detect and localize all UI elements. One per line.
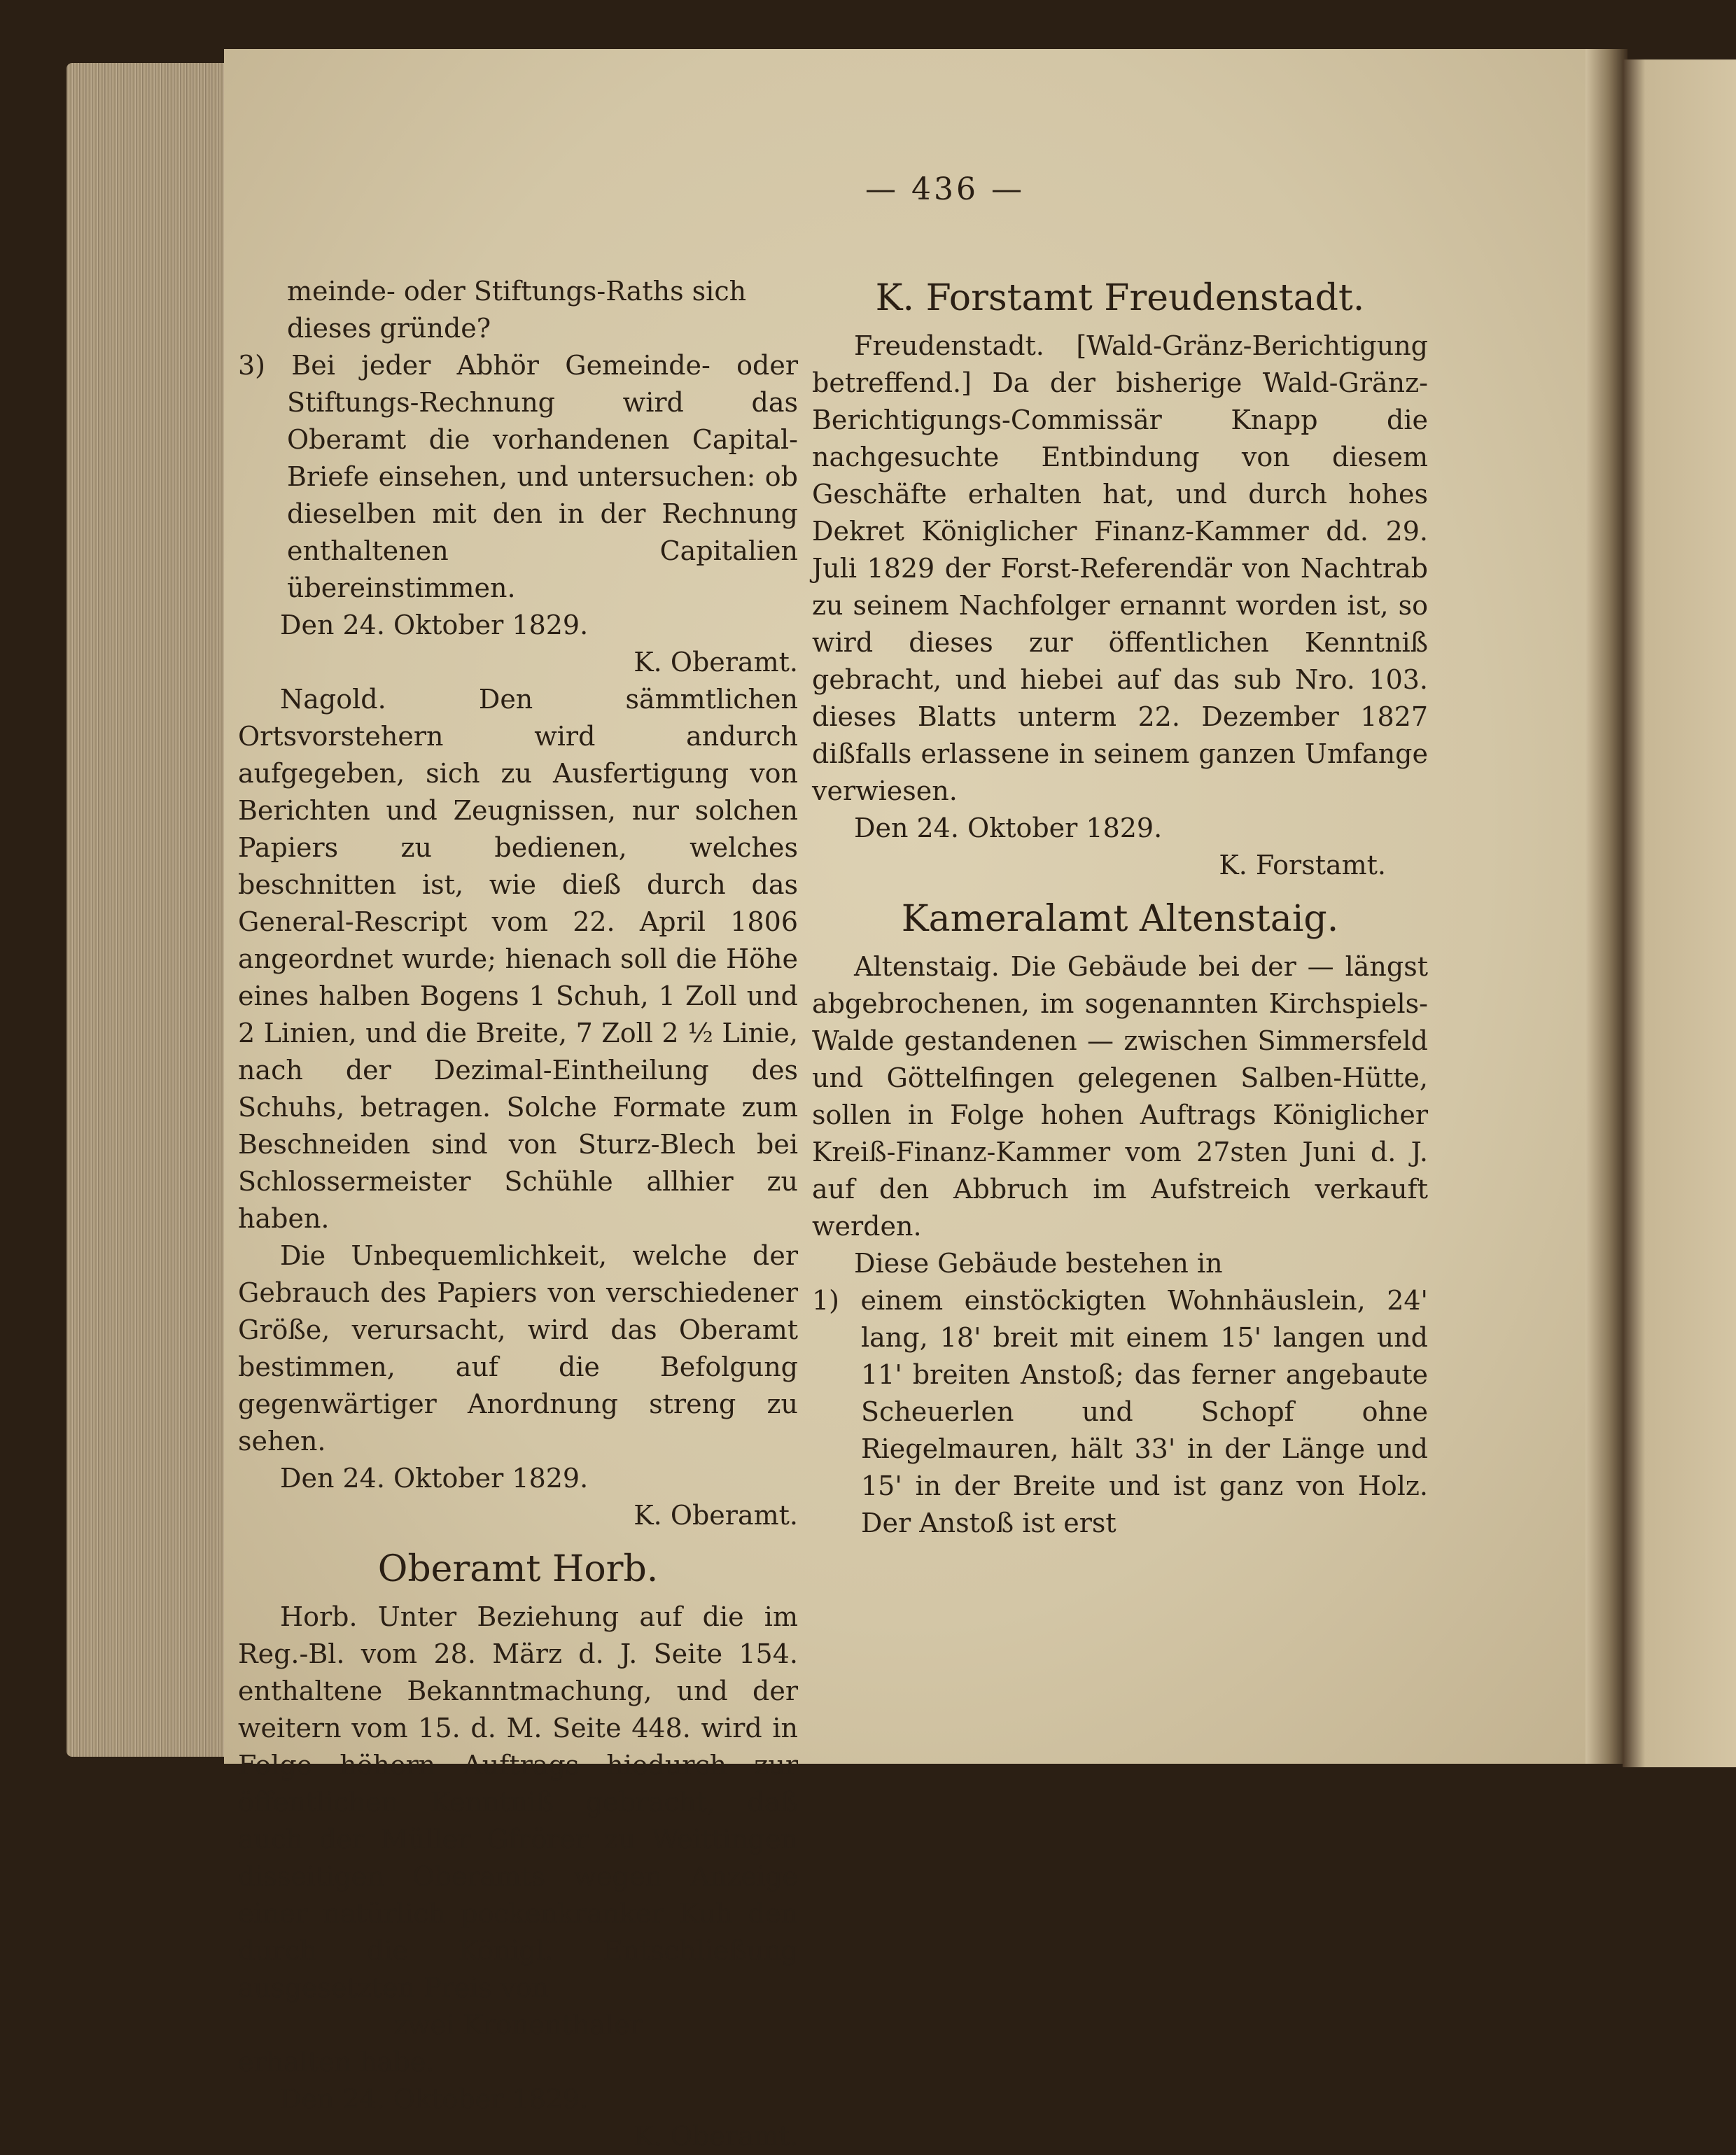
signature: K. Oberamt. bbox=[634, 647, 798, 678]
signature: K. Forstamt. bbox=[1219, 850, 1386, 880]
continued-line-1: meinde- oder Stiftungs-Raths sich bbox=[287, 276, 747, 307]
nagold-paragraph: Nagold. Den sämmtlichen Ortsvorstehern wird andurch aufgegeben, sich zu Ausfertigung von Berichten und Zeugnissen, nur solchen Papiers zu bedienen, welches beschnitten ist, wie dieß durch das General-Rescript vom 22. April 1806 angeordnet wurde; hienach soll die Höhe eines halben Bogens 1 Schuh, 1 Zoll und 2 Linien, und die Breite, 7 Zoll 2 ½ Linie, nach der Dezimal-Eintheilung des Schuhs, betragen. Solche Formate zum Beschneiden sind von Sturz-Blech bei Schlossermeister Schühle allhier zu haben. bbox=[238, 684, 798, 1234]
date-line: Den 24. Oktober 1829. bbox=[280, 1463, 589, 1494]
date-line: Den 24. Oktober 1829. bbox=[854, 813, 1163, 843]
section-heading-horb: Oberamt Horb. bbox=[377, 1548, 659, 1590]
section-heading-kameralamt: Kameralamt Altenstaig. bbox=[901, 898, 1339, 940]
list-item-1: 1) einem einstöckigten Wohnhäuslein, 24' lang, 18' breit mit einem 15' langen und 11' breiten Anstoß; das ferner angebaute Scheuerlen und Schopf ohne Riegelmauren, hält 33' in der Länge und 15' in der Breite und ist ganz von Holz. Der Anstoß ist erst bbox=[812, 1285, 1428, 1538]
freudenstadt-paragraph: Freudenstadt. [Wald-Gränz-Berichtigung betreffend.] Da der bisherige Wald-Gränz-Berichtigungs-Commissär Knapp die nachgesuchte Entbindung von diesem Geschäfte erhalten hat, und durch hohes Dekret Königlicher Finanz-Kammer dd. 29. Juli 1829 der Forst-Referendär von Nachtrab zu seinem Nachfolger ernannt worden ist, so wird dieses zur öffentlichen Kenntniß gebracht, und hiebei auf das sub Nro. 103. dieses Blatts unterm 22. Dezember 1827 dißfalls erlassene in seinem ganzen Umfange verwiesen. bbox=[812, 330, 1428, 806]
continued-line-2: dieses gründe? bbox=[287, 313, 491, 344]
book-page-edges bbox=[66, 63, 227, 1757]
altenstaig-paragraph: Altenstaig. Die Gebäude bei der — längst abgebrochenen, im sogenannten Kirchspiels-Walde gestandenen — zwischen Simmersfeld und Göttelfingen gelegenen Salben-Hütte, sollen in Folge hohen Auftrags Königlicher Kreiß-Finanz-Kammer vom 27sten Juni d. J. auf den Abbruch im Aufstreich verkauft werden. bbox=[812, 951, 1428, 1242]
date-line: Den 24. Oktober 1829. bbox=[280, 2084, 589, 2114]
prize-amount: zwei Kronenthaler bbox=[393, 2009, 643, 2040]
horb-paragraph-end: erhalten habe. bbox=[238, 2047, 435, 2077]
horb-paragraph: Horb. Unter Beziehung auf die im Reg.-Bl. vom 28. März d. J. Seite 154. enthaltene Bekanntmachung, und der weitern vom 15. d. M. Seite 448. wird in Folge höhern Auftrags hiedurch zur öffentlichen Kenntniß gebracht, daß auch der Müller Gfrörer zu Weittingen disseitigen Oberamts wegen Anzeige einer natürlich pockenkranker Kuh den durch die Königl. Entschließung ausgesetzten Preis von bbox=[238, 1601, 798, 2003]
left-column bbox=[238, 273, 798, 2155]
list-item-3: 3) Bei jeder Abhör Gemeinde- oder Stiftungs-Rechnung wird das Oberamt die vorhandenen Capital-Briefe einsehen, und untersuchen: ob dieselben mit den in der Rechnung enthaltenen Capitalien übereinstimmen. bbox=[238, 350, 798, 603]
signature: K. Oberamt. bbox=[634, 2121, 798, 2152]
page-number: — 436 — bbox=[865, 171, 1025, 207]
next-page-edge bbox=[1623, 59, 1736, 1767]
buildings-intro: Diese Gebäude bestehen in bbox=[854, 1248, 1223, 1279]
inconvenience-paragraph: Die Unbequemlichkeit, welche der Gebrauch des Papiers von verschiedener Größe, verursacht, wird das Oberamt bestimmen, auf die Befolgung gegenwärtiger Anordnung streng zu sehen. bbox=[238, 1240, 798, 1456]
continued-text bbox=[238, 273, 798, 347]
book-page bbox=[224, 49, 1589, 2152]
signature: K. Oberamt. bbox=[634, 1500, 798, 1531]
date-line: Den 24. Oktober 1829. bbox=[280, 610, 589, 640]
section-heading-forstamt: K. Forstamt Freudenstadt. bbox=[875, 277, 1365, 319]
book-gutter bbox=[1586, 49, 1628, 1764]
